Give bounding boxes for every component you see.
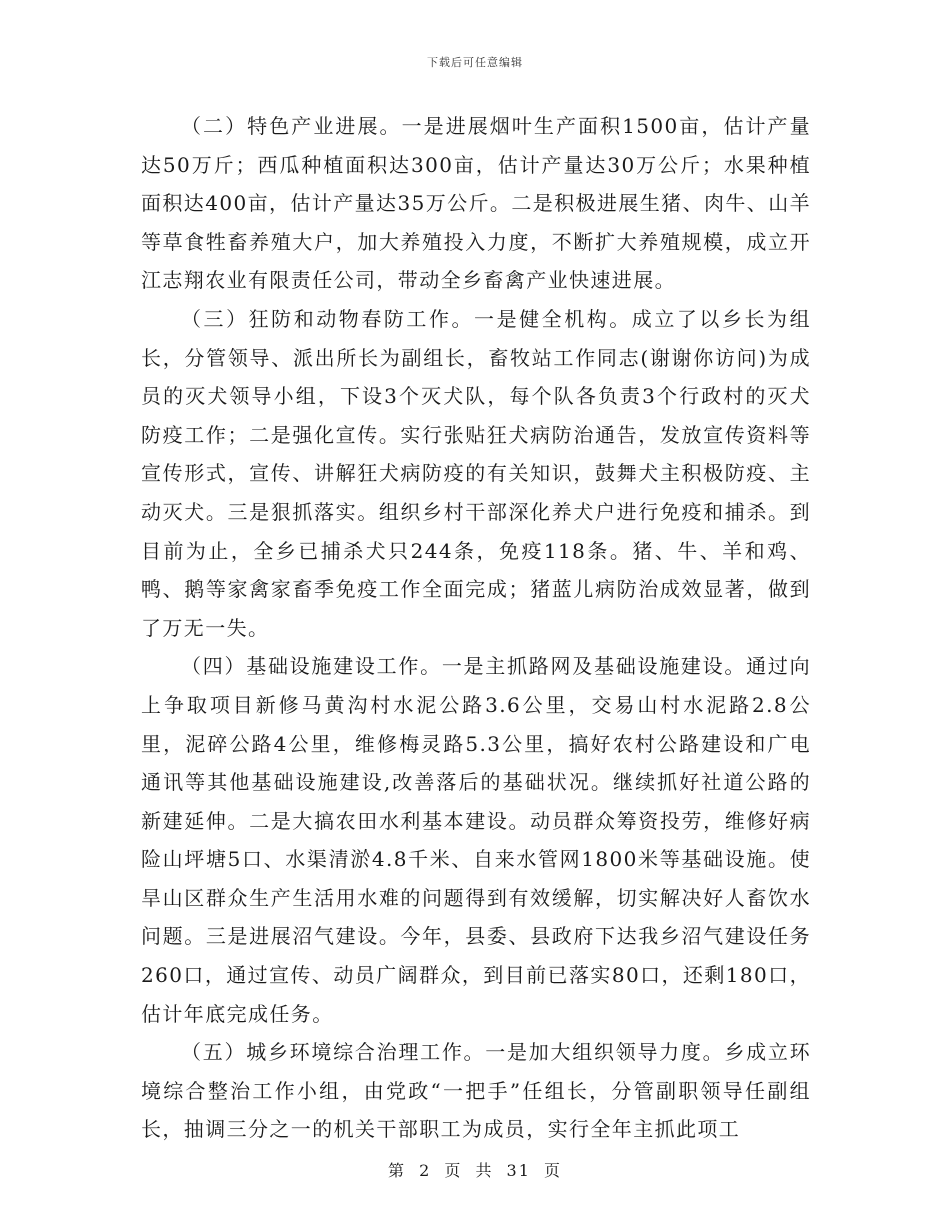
paragraph-special-industry: （二）特色产业进展。一是进展烟叶生产面积1500亩，估计产量达50万斤；西瓜种植面积达300亩，估计产量达30万公斤；水果种植面积达400亩，估计产量达35万公斤。二是积极进展生猪、肉牛、山羊等草食牲畜养殖大户，加大养殖投入力度，不断扩大养殖规模，成立开江志翔农业有限责任公司，带动全乡畜禽产业快速进展。: [141, 114, 811, 293]
paragraph-rabies-prevention: （三）狂防和动物春防工作。一是健全机构。成立了以乡长为组长，分管领导、派出所长为副组长，畜牧站工作同志(谢谢你访问)为成员的灭犬领导小组，下设3个灭犬队，每个队各负责3个行政村的灭犬防疫工作；二是强化宣传。实行张贴狂犬病防治通告，发放宣传资料等宣传形式，宣传、讲解狂犬病防疫的有关知识，鼓舞犬主积极防疫、主动灭犬。三是狠抓落实。组织乡村干部深化养犬户进行免疫和捕杀。到目前为止，全乡已捕杀犬只244条，免疫118条。猪、牛、羊和鸡、鸭、鹅等家禽家畜季免疫工作全面完成；猪蓝儿病防治成效显著，做到了万无一失。: [141, 306, 811, 640]
page-number: 第 2 页 共 31 页: [388, 1161, 562, 1180]
paragraph-environment: （五）城乡环境综合治理工作。一是加大组织领导力度。乡成立环境综合整治工作小组，由党政“一把手”任组长，分管副职领导任副组长，抽调三分之一的机关干部职工为成员，实行全年主抓此项工: [141, 1040, 811, 1142]
paragraph-infrastructure: （四）基础设施建设工作。一是主抓路网及基础设施建设。通过向上争取项目新修马黄沟村水泥公路3.6公里，交易山村水泥路2.8公里，泥碎公路4公里，维修梅灵路5.3公里，搞好农村公路建设和广电通讯等其他基础设施建设,改善落后的基础状况。继续抓好社道公路的新建延伸。二是大搞农田水利基本建设。动员群众筹资投劳，维修好病险山坪塘5口、水渠清淤4.8千米、自来水管网1800米等基础设施。使旱山区群众生产生活用水难的问题得到有效缓解，切实解决好人畜饮水问题。三是进展沼气建设。今年，县委、县政府下达我乡沼气建设任务260口，通过宣传、动员广阔群众，到目前已落实80口，还剩180口，估计年底完成任务。: [141, 654, 811, 1026]
page-header: 下载后可任意编辑: [427, 56, 523, 69]
document-body: [141, 107, 811, 1149]
